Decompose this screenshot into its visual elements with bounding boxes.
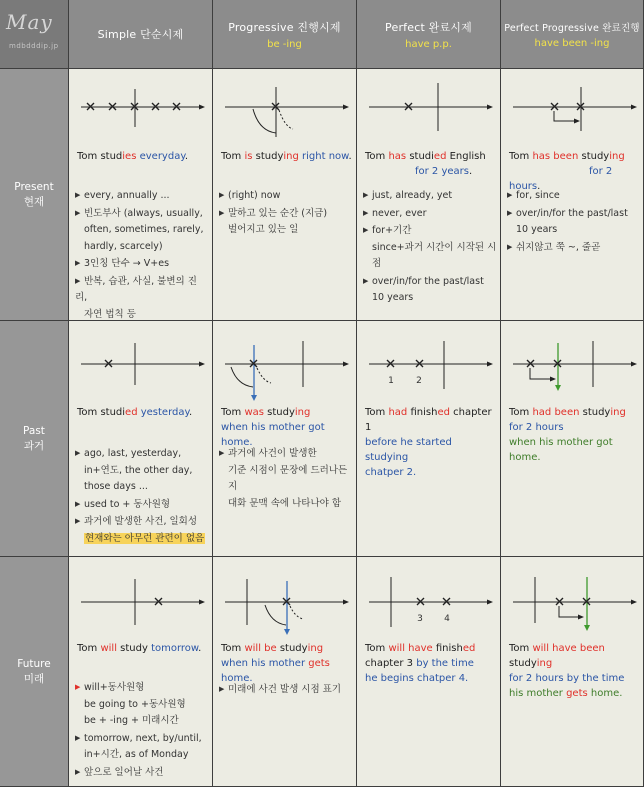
row-ko: 현재 <box>23 195 45 208</box>
example-sentence: Tom will be studying when his mother gets home. <box>221 643 330 684</box>
example-sentence: Tom will have been studying for 2 hours by the time his mother gets home. <box>509 643 625 699</box>
header-form: have been -ing <box>534 37 610 49</box>
header-perfect <box>357 0 501 69</box>
timeline-diagram <box>501 321 644 401</box>
order-label: 2 <box>416 376 422 386</box>
row-ko: 과거 <box>23 439 45 452</box>
header-title: Perfect 완료시제 <box>385 20 472 34</box>
row-en: Future <box>17 657 51 670</box>
header-simple <box>69 0 213 69</box>
row-header-past <box>0 321 69 557</box>
usage-notes: ▶ (right) now ▶ 말하고 있는 순간 (지금) 벌어지고 있는 일 <box>219 190 328 235</box>
timeline-diagram <box>69 557 213 637</box>
timeline-diagram <box>357 321 501 401</box>
cell-present-perfect <box>357 69 501 321</box>
cell-past-simple <box>69 321 213 557</box>
cell-past-perfect <box>357 321 501 557</box>
example-sentence: Tom was studying when his mother got home. <box>221 407 325 448</box>
cell-present-perfect-progressive <box>501 69 644 321</box>
example-sentence: Tom studies everyday. <box>77 151 189 162</box>
header-title: Simple 단순시제 <box>97 28 184 41</box>
usage-notes: ▶ 과거에 사건이 발생한 기준 시점이 문장에 드러나든지 대화 문맥 속에 나타나야 함 <box>219 448 348 509</box>
header-form: be -ing <box>267 38 302 50</box>
cell-future-perfect <box>357 557 501 787</box>
cell-past-perfect-progressive <box>501 321 644 557</box>
usage-notes: ▶ for, since ▶ over/in/for the past/last 10 years ▶ 쉬지않고 쭉 ~, 줄곧 <box>507 190 628 253</box>
cell-present-progressive <box>213 69 357 321</box>
corner-logo-cell <box>0 0 69 69</box>
timeline-diagram <box>357 69 501 149</box>
example-sentence: Tom will study tomorrow. <box>77 643 202 654</box>
example-sentence: Tom will have finished chapter 3 by the time he begins chatper 4. <box>365 643 476 684</box>
example-sentence: Tom has been studying for 2 hours. <box>509 151 625 192</box>
timeline-diagram <box>357 557 501 637</box>
example-sentence: Tom has studied English for 2 years. <box>365 151 486 177</box>
logo-sub: mdbdddip.jp <box>9 42 59 50</box>
order-label: 1 <box>388 376 394 386</box>
header-perfect-progressive <box>501 0 644 69</box>
usage-notes: ▶ will+동사원형 be going to +동사원형 be + -ing + 미래시간 ▶ tomorrow, next, by/until, in+시간, as of Monday ▶ 앞으로 일어날 사건 <box>75 682 202 778</box>
timeline-diagram <box>213 69 357 149</box>
usage-notes: ▶ ago, last, yesterday, in+연도, the other day, those days ... ▶ used to + 동사원형 ▶ 과거에 발생한 사건, 일회성 현재와는 아무런 관련이 없음 <box>75 448 205 544</box>
header-title: Progressive 진행시제 <box>228 20 341 34</box>
example-sentence: Tom is studying right now. <box>221 151 352 162</box>
row-en: Past <box>23 424 45 437</box>
cell-present-simple <box>69 69 213 321</box>
cell-future-perfect-progressive <box>501 557 644 787</box>
header-progressive <box>213 0 357 69</box>
example-sentence: Tom had finished chapter 1 before he started studying chatper 2. <box>365 407 492 478</box>
order-label: 3 <box>417 614 423 624</box>
cell-future-progressive <box>213 557 357 787</box>
cell-past-progressive <box>213 321 357 557</box>
cell-future-simple <box>69 557 213 787</box>
header-title: Perfect Progressive 완료진행 <box>504 22 640 34</box>
header-form: have p.p. <box>405 38 452 50</box>
row-ko: 미래 <box>23 672 45 685</box>
timeline-diagram <box>213 557 357 637</box>
usage-notes: ▶ just, already, yet ▶ never, ever ▶ for+기간 since+과거 시간이 시작된 시점 ▶ over/in/for the past/last 10 years <box>363 190 497 303</box>
row-en: Present <box>14 180 54 193</box>
usage-notes: ▶ 미래에 사건 발생 시점 표기 <box>219 684 342 695</box>
order-label: 4 <box>444 614 450 624</box>
example-sentence: Tom studied yesterday. <box>77 407 193 418</box>
usage-notes: ▶ every, annually ... ▶ 빈도부사 (always, usually, often, sometimes, rarely, hardly, scarcely) ▶ 3인칭 단수 → V+es ▶ 반복, 습관, 사실, 불변의 진리, 자연 법칙 등 <box>75 190 204 320</box>
row-header-future <box>0 557 69 787</box>
logo: May <box>6 10 53 34</box>
timeline-diagram <box>213 321 357 401</box>
timeline-diagram <box>501 69 644 149</box>
timeline-diagram <box>501 557 644 637</box>
row-header-present <box>0 69 69 321</box>
timeline-diagram <box>69 69 213 149</box>
example-sentence: Tom had been studying for 2 hours when his mother got home. <box>509 407 626 463</box>
timeline-diagram <box>69 321 213 401</box>
